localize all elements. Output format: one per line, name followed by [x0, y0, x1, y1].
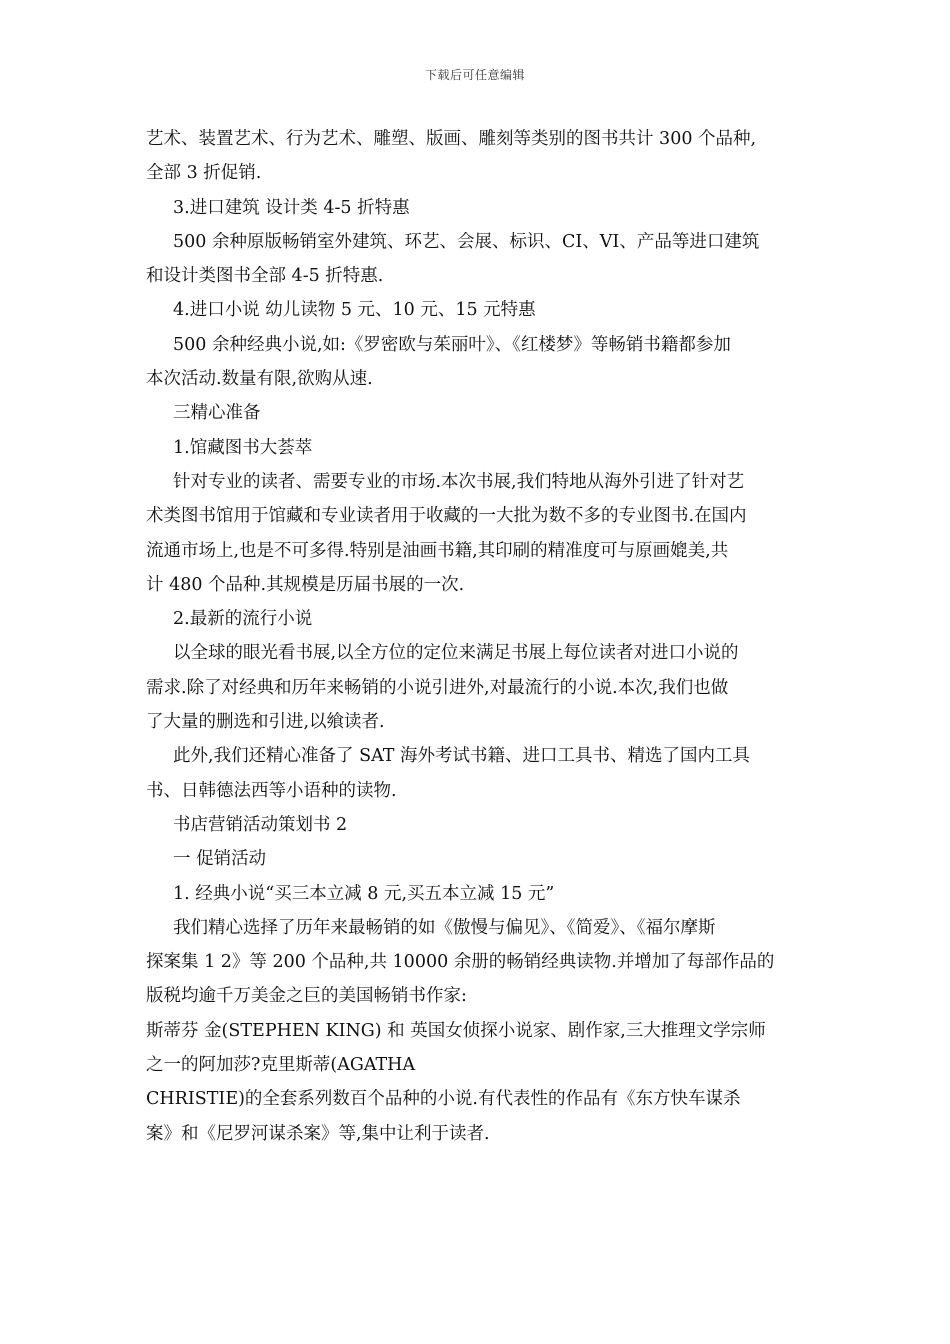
text-line: 和设计类图书全部 4-5 折特惠. [146, 266, 384, 287]
text-line: 需求.除了对经典和历年来畅销的小说引进外,对最流行的小说.本次,我们也做 [146, 677, 729, 698]
text-line: 三精心准备 [173, 403, 261, 424]
text-line: 案》和《尼罗河谋杀案》等,集中让利于读者. [146, 1123, 490, 1144]
text-line: 斯蒂芬 金(STEPHEN KING) 和 英国女侦探小说家、剧作家,三大推理文学宗师 [146, 1020, 766, 1041]
text-line: 艺术、装置艺术、行为艺术、雕塑、版画、雕刻等类别的图书共计 300 个品种, [146, 129, 757, 149]
text-line: 500 余种原版畅销室外建筑、环艺、会展、标识、CI、VI、产品等进口建筑 [173, 231, 760, 252]
document-body [146, 122, 810, 1151]
text-line: 书店营销活动策划书 2 [173, 814, 348, 835]
text-line: 我们精心选择了历年来最畅销的如《傲慢与偏见》、《简爱》、《福尔摩斯 [173, 917, 716, 938]
text-line: 之一的阿加莎?克里斯蒂(AGATHA [146, 1055, 416, 1076]
page-header: 下载后可任意编辑 [424, 68, 525, 82]
text-line: 版税均逾千万美金之巨的美国畅销书作家: [146, 986, 467, 1007]
text-line: 探案集 1 2》等 200 个品种,共 10000 余册的畅销经典读物.并增加了每部作品的 [146, 952, 775, 973]
text-line: CHRISTIE)的全套系列数百个品种的小说.有代表性的作品有《东方快车谋杀 [146, 1089, 741, 1110]
text-line: 一 促销活动 [173, 849, 267, 870]
text-line: 书、日韩德法西等小语种的读物. [146, 780, 397, 801]
text-line: 4.进口小说 幼儿读物 5 元、10 元、15 元特惠 [173, 300, 536, 321]
text-line: 2.最新的流行小说 [173, 609, 313, 630]
text-line: 全部 3 折促销. [146, 163, 262, 184]
text-line: 3.进口建筑 设计类 4-5 折特惠 [173, 197, 410, 218]
text-line: 1. 经典小说“买三本立减 8 元,买五本立减 15 元” [173, 883, 555, 904]
text-line: 1.馆藏图书大荟萃 [173, 437, 313, 458]
text-line: 本次活动.数量有限,欲购从速. [146, 369, 373, 390]
text-line: 以全球的眼光看书展,以全方位的定位来满足书展上每位读者对进口小说的 [173, 643, 739, 664]
text-line: 针对专业的读者、需要专业的市场.本次书展,我们特地从海外引进了针对艺 [173, 471, 745, 492]
text-line: 500 余种经典小说,如:《罗密欧与茱丽叶》、《红楼梦》等畅销书籍都参加 [173, 334, 731, 355]
text-line: 计 480 个品种.其规模是历届书展的一次. [146, 574, 465, 595]
text-line: 术类图书馆用于馆藏和专业读者用于收藏的一大批为数不多的专业图书.在国内 [146, 506, 747, 527]
text-line: 此外,我们还精心准备了 SAT 海外考试书籍、进口工具书、精选了国内工具 [173, 746, 751, 767]
text-line: 流通市场上,也是不可多得.特别是油画书籍,其印刷的精准度可与原画媲美,共 [146, 540, 729, 561]
text-line: 了大量的删选和引进,以飨读者. [146, 712, 385, 733]
